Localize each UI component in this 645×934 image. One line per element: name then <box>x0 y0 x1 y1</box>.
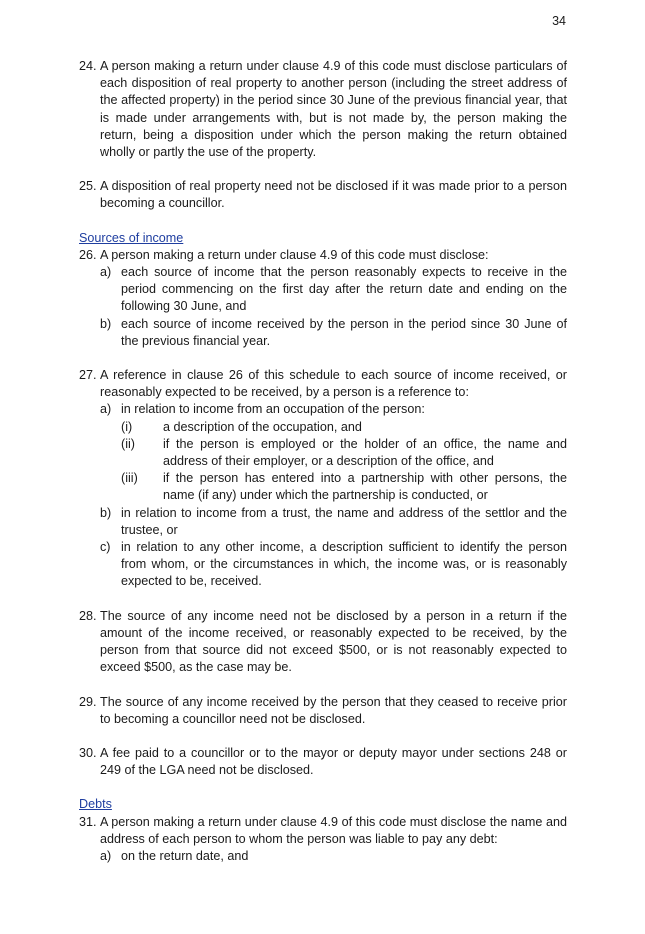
subclause-text: a description of the occupation, and <box>163 419 362 434</box>
clause-26 <box>79 247 567 350</box>
clause-text: A disposition of real property need not be disclosed if it was made prior to a person becoming a councillor. <box>100 179 567 211</box>
page-number: 34 <box>552 14 566 28</box>
subclause-text: in relation to any other income, a description sufficient to identify the person from whom, or the circumstances in which, the income was, or is reasonably expected to be, received. <box>121 540 567 589</box>
clause-25 <box>79 178 567 212</box>
subclause-label: (ii) <box>121 436 135 451</box>
subclause-text: on the return date, and <box>121 848 249 863</box>
subclause-text: in relation to income from a trust, the name and address of the settlor and the trustee, or <box>121 505 567 537</box>
clause-text: A person making a return under clause 4.9 of this code must disclose the name and address of each person to whom the person was liable to pay any debt: <box>100 814 567 846</box>
clause-number: 26. <box>79 247 97 262</box>
subclause-a <box>100 264 567 316</box>
subclause-label: a) <box>100 402 112 417</box>
clause-number: 29. <box>79 694 97 709</box>
clause-text: The source of any income received by the person that they ceased to receive prior to becoming a councillor need not be disclosed. <box>100 694 567 726</box>
subclause-a <box>100 848 567 865</box>
clause-number: 24. <box>79 59 97 73</box>
clause-number: 30. <box>79 745 97 760</box>
subclause-text: each source of income received by the person in the period since 30 June of the previous financial year. <box>121 316 567 348</box>
subclause-text: if the person has entered into a partnership with other persons, the name (if any) under which the partnership is conducted, or <box>163 471 567 503</box>
subclause-ii <box>121 436 567 470</box>
subclause-b <box>100 316 567 350</box>
subclause-b <box>100 505 567 539</box>
subclause-iii <box>121 470 567 504</box>
clause-27 <box>79 367 567 591</box>
clause-24 <box>79 58 567 161</box>
subclause-label: (iii) <box>121 471 138 486</box>
clause-31 <box>79 814 567 866</box>
clause-text: A person making a return under clause 4.9 of this code must disclose: <box>100 247 489 262</box>
heading-debts: Debts <box>79 797 112 812</box>
clause-29 <box>79 694 567 728</box>
subclause-label: b) <box>100 316 112 331</box>
clause-number: 27. <box>79 368 97 383</box>
subclause-text: if the person is employed or the holder of an office, the name and address of their employer, or a description of the office, and <box>163 436 567 469</box>
clause-number: 28. <box>79 608 97 623</box>
heading-sources-of-income: Sources of income <box>79 230 184 245</box>
clause-28 <box>79 608 567 677</box>
document-body <box>79 58 567 865</box>
subclause-label: b) <box>100 505 112 520</box>
subclause-text: each source of income that the person reasonably expects to receive in the period commencing on the first day after the return date and ending on the following 30 June, and <box>121 265 567 314</box>
clause-number: 25. <box>79 179 97 194</box>
subclause-c <box>100 539 567 591</box>
clause-text: A person making a return under clause 4.9 of this code must disclose particulars of each disposition of real property to another person (including the street address of the affected property) in the period since 30 June of the previous financial year, that is made under arrangements with, but is not made by, the person making the return, being a disposition under which the person making the return obtained wholly or partly the use of the property. <box>100 59 567 160</box>
subclause-a <box>100 401 567 418</box>
clause-30 <box>79 745 567 779</box>
clause-text: A fee paid to a councillor or to the mayor or deputy mayor under sections 248 or 249 of the LGA need not be disclosed. <box>100 745 567 778</box>
clause-text: A reference in clause 26 of this schedule to each source of income received, or reasonably expected to be received, by a person is a reference to: <box>100 368 567 400</box>
clause-text: The source of any income need not be disclosed by a person in a return if the amount of the income received, or reasonably expected to be received, by the person from that source did not exceed $500, or is not reasonably expected to exceed $500, as the case may be. <box>100 608 567 675</box>
subclause-text: in relation to income from an occupation of the person: <box>121 402 425 417</box>
subclause-label: a) <box>100 265 112 280</box>
clause-number: 31. <box>79 814 97 829</box>
subclause-label: a) <box>100 848 112 863</box>
subclause-label: (i) <box>121 419 133 434</box>
subclause-label: c) <box>100 540 111 555</box>
subclause-i <box>121 419 567 436</box>
